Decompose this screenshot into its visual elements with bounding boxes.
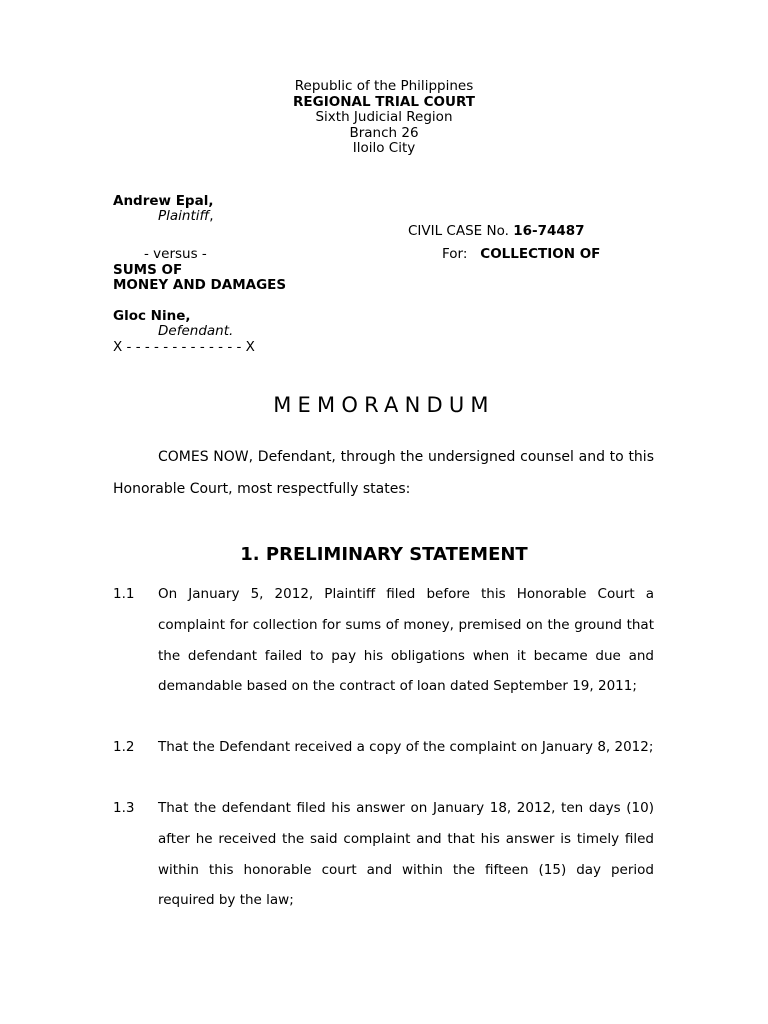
for-continued-1: SUMS OF [113,262,183,278]
list-item [113,579,654,702]
case-number-line [408,223,585,239]
city-line: Iloilo City [352,140,416,156]
document-title: MEMORANDUM [273,393,495,417]
list-item [113,793,654,916]
for-label: For: [442,246,468,262]
for-line [442,246,600,262]
defendant-role: Defendant. [158,323,234,339]
plaintiff-name: Andrew Epal, [113,193,214,209]
for-continued-2: MONEY AND DAMAGES [113,277,287,293]
item-number: 1.3 [113,800,135,816]
for-value: COLLECTION OF [480,246,601,262]
case-number: 16-74487 [513,223,585,239]
plaintiff-role [158,208,214,224]
caption-separator: X - - - - - - - - - - - - - X [113,339,255,355]
republic-line: Republic of the Philippines [294,78,474,94]
judicial-region: Sixth Judicial Region [315,109,453,125]
opening-text: COMES NOW, Defendant, through the undersigned counsel and to this Honorable Court, most respectfully states: [113,449,654,497]
item-text: On January 5, 2012, Plaintiff filed before this Honorable Court a complaint for collection for sums of money, premised on the ground that the defendant failed to pay his obligations when it became due and demandable based on the contract of loan dated September 19, 2011; [158,586,654,695]
court-caption [0,79,768,157]
versus-label: - versus - [144,246,207,262]
item-number: 1.2 [113,739,135,755]
item-number: 1.1 [113,586,135,602]
opening-paragraph [113,441,654,505]
item-text: That the Defendant received a copy of the complaint on January 8, 2012; [158,739,654,755]
section-heading: 1. PRELIMINARY STATEMENT [240,544,528,565]
branch-line: Branch 26 [349,124,419,141]
court-name: REGIONAL TRIAL COURT [293,93,475,110]
list-item [113,732,654,763]
plaintiff-role-comma: , [209,208,214,224]
case-label: CIVIL CASE No. [408,223,509,239]
defendant-name: Gloc Nine, [113,308,191,324]
item-text: That the defendant filed his answer on January 18, 2012, ten days (10) after he received the said complaint and that his answer is timely filed within this honorable court and within the fifteen (15) day period required by the law; [158,800,654,909]
plaintiff-role-label: Plaintiff [158,208,210,224]
